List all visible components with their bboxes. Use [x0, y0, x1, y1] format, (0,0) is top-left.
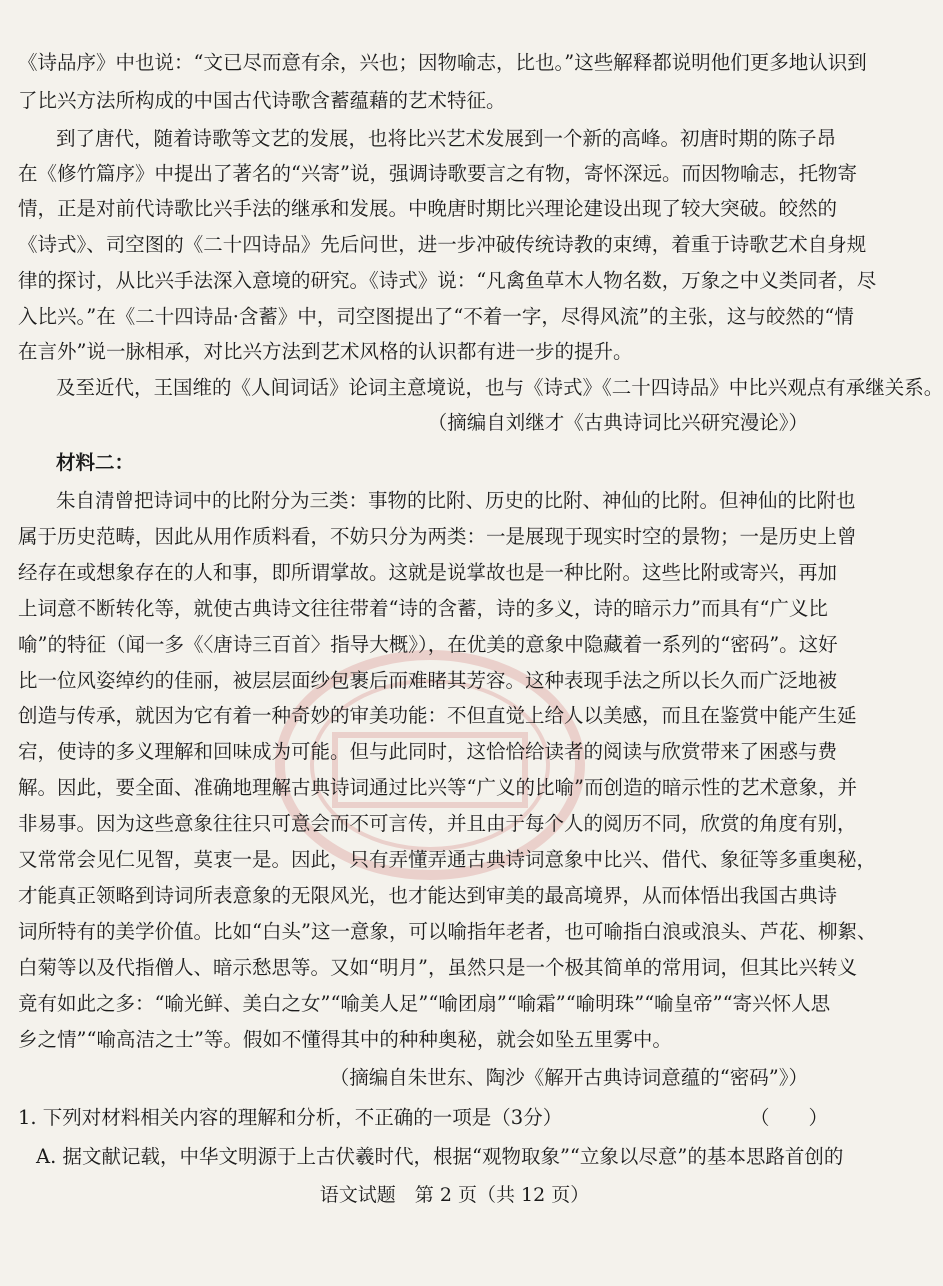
text-line: 经存在或想象存在的人和事，即所谓掌故。这就是说掌故也是一种比附。这些比附或寄兴，再加	[18, 561, 838, 584]
text-line: 到了唐代，随着诗歌等文艺的发展，也将比兴艺术发展到一个新的高峰。初唐时期的陈子昂	[56, 127, 837, 150]
text-line: 竟有如此之多：“喻光鲜、美白之女”“喻美人足”“喻团扇”“喻霜”“喻明珠”“喻皇帝”“寄兴怀人思	[18, 992, 831, 1015]
text-line: 在言外”说一脉相承，对比兴方法到艺术风格的认识都有进一步的提升。	[18, 340, 633, 363]
text-line: 比一位风姿绰约的佳丽，被层层面纱包裹后而难睹其芳容。这种表现手法之所以长久而广泛地被	[18, 669, 838, 692]
source-citation: （摘编自刘继才《古典诗词比兴研究漫论》）	[427, 411, 808, 434]
text-line: 朱自清曾把诗词中的比附分为三类：事物的比附、历史的比附、神仙的比附。但神仙的比附也	[56, 489, 856, 512]
text-line: 创造与传承，就因为它有着一种奇妙的审美功能：不但直觉上给人以美感，而且在鉴赏中能产生延	[18, 704, 857, 727]
text-line: 情，正是对前代诗歌比兴手法的继承和发展。中晚唐时期比兴理论建设出现了较大突破。皎然的	[18, 197, 838, 220]
text-line: 解。因此，要全面、准确地理解古典诗词通过比兴等“广义的比喻”而创造的暗示性的艺术意象，并	[18, 776, 857, 799]
answer-bracket: （ ）	[750, 1106, 829, 1129]
text-line: 律的探讨，从比兴手法深入意境的研究。《诗式》说：“凡禽鱼草木人物名数，万象之中义类同者，尽	[18, 269, 877, 292]
text-line: 乡之情”“喻高洁之士”等。假如不懂得其中的种种奥秘，就会如坠五里雾中。	[18, 1028, 672, 1051]
text-line: 喻”的特征（闻一多《〈唐诗三百首〉指导大概》），在优美的意象中隐藏着一系列的“密码”。这好	[18, 633, 838, 656]
text-line: 上词意不断转化等，就使古典诗文往往带着“诗的含蓄，诗的多义，诗的暗示力”而具有“广义比	[18, 597, 828, 620]
text-line: 入比兴。”在《二十四诗品·含蓄》中，司空图提出了“不着一字，尽得风流”的主张，这与皎然的“情	[18, 305, 854, 328]
page-footer: 语文试题 第 2 页（共 12 页）	[319, 1184, 590, 1206]
text-line: 才能真正领略到诗词所表意象的无限风光，也才能达到审美的最高境界，从而体悟出我国古典诗	[18, 884, 838, 907]
text-line: 及至近代，王国维的《人间词话》论词主意境说，也与《诗式》《二十四诗品》中比兴观点有承继关系。	[56, 376, 943, 399]
source-citation: （摘编自朱世东、陶沙《解开古典诗词意蕴的“密码”》）	[329, 1066, 808, 1089]
text-line: 了比兴方法所构成的中国古代诗歌含蓄蕴藉的艺术特征。	[18, 89, 506, 112]
text-line: 词所特有的美学价值。比如“白头”这一意象，可以喻指年老者，也可喻指白浪或浪头、芦花、柳絮、	[18, 920, 877, 943]
text-line: 属于历史范畴，因此从用作质料看，不妨只分为两类：一是展现于现实时空的景物；一是历史上曾	[18, 525, 857, 548]
question-stem: 1. 下列对材料相关内容的理解和分析，不正确的一项是（3分）	[18, 1106, 563, 1129]
text-line: 非易事。因为这些意象往往只可意会而不可言传，并且由于每个人的阅历不同，欣赏的角度有别，	[18, 812, 857, 835]
text-line: 白菊等以及代指僧人、暗示愁思等。又如“明月”，虽然只是一个极其简单的常用词，但其比兴转义	[18, 956, 857, 979]
option-a: A. 据文献记载，中华文明源于上古伏羲时代，根据“观物取象”“立象以尽意”的基本思路首创的	[36, 1145, 844, 1168]
text-line: 又常常会见仁见智，莫衷一是。因此，只有弄懂弄通古典诗词意象中比兴、借代、象征等多重奥秘，	[18, 848, 877, 871]
text-line: 在《修竹篇序》中提出了著名的“兴寄”说，强调诗歌要言之有物，寄怀深远。而因物喻志，托物寄	[18, 162, 857, 185]
text-line: 《诗品序》中也说：“文已尽而意有余，兴也；因物喻志，比也。”这些解释都说明他们更多地认识到	[18, 51, 867, 74]
section-heading: 材料二：	[56, 451, 135, 474]
text-line: 宕，使诗的多义理解和回味成为可能。但与此同时，这恰恰给读者的阅读与欣赏带来了困惑与费	[18, 740, 838, 763]
text-line: 《诗式》、司空图的《二十四诗品》先后问世，进一步冲破传统诗教的束缚，着重于诗歌艺术自身规	[18, 233, 867, 256]
